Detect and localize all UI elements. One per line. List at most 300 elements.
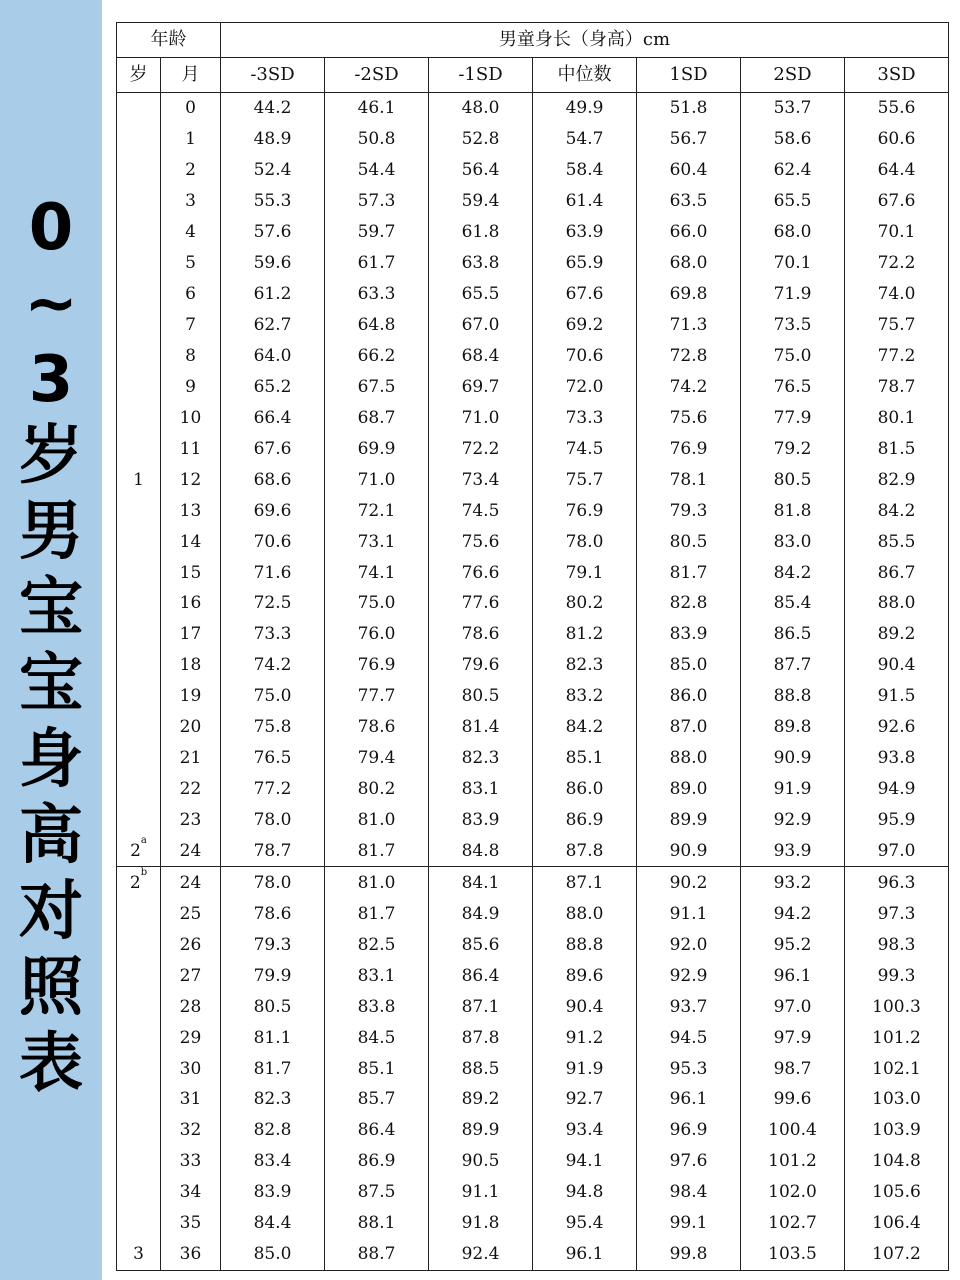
value-cell: 81.7	[325, 898, 429, 929]
value-cell: 72.0	[533, 371, 637, 402]
value-cell: 105.6	[845, 1177, 949, 1208]
table-row	[117, 248, 949, 279]
value-cell: 88.8	[741, 681, 845, 712]
value-cell: 81.0	[325, 805, 429, 836]
value-cell: 68.7	[325, 402, 429, 433]
value-cell: 73.5	[741, 310, 845, 341]
value-cell: 95.9	[845, 805, 949, 836]
value-cell: 79.1	[533, 557, 637, 588]
month-cell: 7	[161, 310, 221, 341]
value-cell: 88.0	[637, 743, 741, 774]
value-cell: 71.9	[741, 279, 845, 310]
month-cell: 36	[161, 1239, 221, 1270]
value-cell: 69.7	[429, 371, 533, 402]
value-cell: 83.0	[741, 526, 845, 557]
value-cell: 85.7	[325, 1084, 429, 1115]
value-cell: 91.9	[533, 1053, 637, 1084]
table-row	[117, 1053, 949, 1084]
value-cell: 99.3	[845, 960, 949, 991]
table-row	[117, 557, 949, 588]
value-cell: 66.4	[221, 402, 325, 433]
value-cell: 101.2	[741, 1146, 845, 1177]
value-cell: 89.6	[533, 960, 637, 991]
month-cell: 11	[161, 433, 221, 464]
value-cell: 81.0	[325, 867, 429, 898]
value-cell: 73.4	[429, 464, 533, 495]
value-cell: 87.8	[533, 836, 637, 867]
col-header: 2SD	[741, 58, 845, 93]
year-cell	[117, 341, 161, 372]
value-cell: 95.3	[637, 1053, 741, 1084]
value-cell: 58.6	[741, 124, 845, 155]
value-cell: 69.6	[221, 495, 325, 526]
value-cell: 93.2	[741, 867, 845, 898]
year-value: 2	[129, 872, 141, 893]
side-title-char: 身	[19, 723, 83, 797]
month-cell: 0	[161, 93, 221, 124]
value-cell: 69.2	[533, 310, 637, 341]
month-cell: 30	[161, 1053, 221, 1084]
value-cell: 78.7	[845, 371, 949, 402]
value-cell: 86.9	[325, 1146, 429, 1177]
value-cell: 75.0	[325, 588, 429, 619]
value-cell: 83.9	[637, 619, 741, 650]
value-cell: 76.9	[637, 433, 741, 464]
month-cell: 6	[161, 279, 221, 310]
value-cell: 89.2	[845, 619, 949, 650]
value-cell: 74.2	[637, 371, 741, 402]
month-cell: 33	[161, 1146, 221, 1177]
year-cell	[117, 1084, 161, 1115]
year-cell	[117, 217, 161, 248]
value-cell: 63.9	[533, 217, 637, 248]
year-cell	[117, 557, 161, 588]
year-cell	[117, 371, 161, 402]
value-cell: 48.0	[429, 93, 533, 124]
value-cell: 49.9	[533, 93, 637, 124]
value-cell: 75.6	[429, 526, 533, 557]
table-row	[117, 898, 949, 929]
value-cell: 94.8	[533, 1177, 637, 1208]
year-value: 1	[133, 469, 144, 490]
value-cell: 83.8	[325, 991, 429, 1022]
table-row	[117, 433, 949, 464]
value-cell: 103.9	[845, 1115, 949, 1146]
year-cell	[117, 464, 161, 495]
value-cell: 97.6	[637, 1146, 741, 1177]
value-cell: 92.7	[533, 1084, 637, 1115]
value-cell: 62.4	[741, 155, 845, 186]
table-row	[117, 495, 949, 526]
value-cell: 84.2	[533, 712, 637, 743]
year-cell	[117, 929, 161, 960]
value-cell: 80.1	[845, 402, 949, 433]
value-cell: 96.1	[533, 1239, 637, 1270]
table-row	[117, 93, 949, 124]
month-cell: 34	[161, 1177, 221, 1208]
value-cell: 71.3	[637, 310, 741, 341]
month-cell: 12	[161, 464, 221, 495]
value-cell: 56.7	[637, 124, 741, 155]
value-cell: 68.4	[429, 341, 533, 372]
value-cell: 57.6	[221, 217, 325, 248]
value-cell: 85.1	[533, 743, 637, 774]
value-cell: 91.1	[637, 898, 741, 929]
table-row	[117, 805, 949, 836]
table-row	[117, 1146, 949, 1177]
month-cell: 22	[161, 774, 221, 805]
value-cell: 67.6	[533, 279, 637, 310]
month-cell: 4	[161, 217, 221, 248]
value-cell: 72.5	[221, 588, 325, 619]
year-superscript: b	[140, 866, 148, 878]
value-cell: 72.8	[637, 341, 741, 372]
value-cell: 92.9	[637, 960, 741, 991]
value-cell: 65.2	[221, 371, 325, 402]
value-cell: 69.9	[325, 433, 429, 464]
table-row	[117, 464, 949, 495]
value-cell: 44.2	[221, 93, 325, 124]
value-cell: 86.4	[325, 1115, 429, 1146]
value-cell: 84.2	[741, 557, 845, 588]
value-cell: 64.4	[845, 155, 949, 186]
value-cell: 84.8	[429, 836, 533, 867]
value-cell: 74.5	[533, 433, 637, 464]
value-cell: 77.9	[741, 402, 845, 433]
table-row	[117, 402, 949, 433]
month-cell: 9	[161, 371, 221, 402]
value-cell: 55.3	[221, 186, 325, 217]
table-row	[117, 681, 949, 712]
month-cell: 20	[161, 712, 221, 743]
month-cell: 1	[161, 124, 221, 155]
value-cell: 61.4	[533, 186, 637, 217]
value-cell: 54.4	[325, 155, 429, 186]
value-cell: 103.5	[741, 1239, 845, 1270]
month-cell: 10	[161, 402, 221, 433]
value-cell: 102.7	[741, 1208, 845, 1239]
value-cell: 68.0	[741, 217, 845, 248]
value-cell: 106.4	[845, 1208, 949, 1239]
value-cell: 78.6	[221, 898, 325, 929]
value-cell: 86.7	[845, 557, 949, 588]
value-cell: 84.2	[845, 495, 949, 526]
side-banner	[0, 0, 102, 1280]
value-cell: 92.0	[637, 929, 741, 960]
value-cell: 76.5	[741, 371, 845, 402]
table-row	[117, 1239, 949, 1270]
side-title-char: 0	[28, 191, 74, 265]
value-cell: 97.9	[741, 1022, 845, 1053]
year-cell	[117, 898, 161, 929]
table-row	[117, 1084, 949, 1115]
month-cell: 14	[161, 526, 221, 557]
value-cell: 71.6	[221, 557, 325, 588]
col-header: -3SD	[221, 58, 325, 93]
value-cell: 80.5	[741, 464, 845, 495]
value-cell: 75.6	[637, 402, 741, 433]
value-cell: 78.0	[533, 526, 637, 557]
side-title-char: ~	[24, 267, 78, 341]
side-title-char: 照	[19, 951, 83, 1025]
value-cell: 83.9	[221, 1177, 325, 1208]
value-cell: 64.8	[325, 310, 429, 341]
value-cell: 79.2	[741, 433, 845, 464]
value-cell: 81.5	[845, 433, 949, 464]
year-cell	[117, 1177, 161, 1208]
side-title-char: 对	[19, 875, 83, 949]
year-cell	[117, 836, 161, 867]
col-header: 3SD	[845, 58, 949, 93]
value-cell: 92.9	[741, 805, 845, 836]
table-row	[117, 526, 949, 557]
value-cell: 56.4	[429, 155, 533, 186]
month-cell: 26	[161, 929, 221, 960]
year-value: 2	[130, 840, 141, 861]
table-row	[117, 960, 949, 991]
col-header: 1SD	[637, 58, 741, 93]
value-cell: 72.2	[429, 433, 533, 464]
year-cell	[117, 402, 161, 433]
month-cell: 35	[161, 1208, 221, 1239]
value-cell: 88.5	[429, 1053, 533, 1084]
month-cell: 23	[161, 805, 221, 836]
value-cell: 82.3	[221, 1084, 325, 1115]
value-cell: 53.7	[741, 93, 845, 124]
value-cell: 89.9	[429, 1115, 533, 1146]
year-cell	[117, 155, 161, 186]
value-cell: 76.5	[221, 743, 325, 774]
value-cell: 68.0	[637, 248, 741, 279]
value-cell: 84.5	[325, 1022, 429, 1053]
value-cell: 89.9	[637, 805, 741, 836]
side-title-char: 宝	[19, 571, 83, 645]
value-cell: 57.3	[325, 186, 429, 217]
value-cell: 100.4	[741, 1115, 845, 1146]
side-title-char: 宝	[19, 647, 83, 721]
value-cell: 83.4	[221, 1146, 325, 1177]
value-cell: 55.6	[845, 93, 949, 124]
year-cell	[117, 433, 161, 464]
value-cell: 91.2	[533, 1022, 637, 1053]
value-cell: 79.4	[325, 743, 429, 774]
value-cell: 84.9	[429, 898, 533, 929]
year-cell	[117, 588, 161, 619]
value-cell: 85.5	[845, 526, 949, 557]
value-cell: 67.6	[845, 186, 949, 217]
table-row	[117, 743, 949, 774]
value-cell: 74.1	[325, 557, 429, 588]
year-cell	[117, 1022, 161, 1053]
value-cell: 66.2	[325, 341, 429, 372]
side-title-char: 男	[19, 495, 83, 569]
value-cell: 102.0	[741, 1177, 845, 1208]
value-cell: 97.0	[845, 836, 949, 867]
value-cell: 83.1	[325, 960, 429, 991]
month-cell: 31	[161, 1084, 221, 1115]
value-cell: 87.5	[325, 1177, 429, 1208]
value-cell: 82.5	[325, 929, 429, 960]
table-row	[117, 619, 949, 650]
value-cell: 65.5	[741, 186, 845, 217]
value-cell: 74.2	[221, 650, 325, 681]
value-cell: 99.6	[741, 1084, 845, 1115]
value-cell: 86.5	[741, 619, 845, 650]
value-cell: 80.2	[325, 774, 429, 805]
value-cell: 107.2	[845, 1239, 949, 1270]
value-cell: 81.4	[429, 712, 533, 743]
value-cell: 77.6	[429, 588, 533, 619]
year-cell	[117, 248, 161, 279]
value-cell: 82.9	[845, 464, 949, 495]
value-cell: 66.0	[637, 217, 741, 248]
value-cell: 96.1	[637, 1084, 741, 1115]
value-cell: 92.6	[845, 712, 949, 743]
value-cell: 78.1	[637, 464, 741, 495]
value-cell: 73.1	[325, 526, 429, 557]
month-cell: 24	[161, 867, 221, 898]
value-cell: 75.7	[845, 310, 949, 341]
value-cell: 88.0	[845, 588, 949, 619]
value-cell: 75.8	[221, 712, 325, 743]
value-cell: 77.2	[221, 774, 325, 805]
age-header: 年龄	[117, 23, 221, 58]
value-cell: 72.1	[325, 495, 429, 526]
year-header: 岁	[117, 58, 161, 93]
value-cell: 95.2	[741, 929, 845, 960]
value-cell: 80.5	[429, 681, 533, 712]
height-table	[116, 22, 949, 1271]
value-cell: 88.0	[533, 898, 637, 929]
value-cell: 93.8	[845, 743, 949, 774]
month-cell: 18	[161, 650, 221, 681]
value-cell: 79.3	[637, 495, 741, 526]
value-cell: 59.7	[325, 217, 429, 248]
value-cell: 98.7	[741, 1053, 845, 1084]
value-cell: 93.7	[637, 991, 741, 1022]
value-cell: 78.0	[221, 867, 325, 898]
value-cell: 82.3	[429, 743, 533, 774]
side-title-char: 表	[19, 1027, 83, 1101]
value-cell: 89.8	[741, 712, 845, 743]
value-cell: 93.9	[741, 836, 845, 867]
value-cell: 79.3	[221, 929, 325, 960]
value-cell: 65.9	[533, 248, 637, 279]
value-cell: 69.8	[637, 279, 741, 310]
value-cell: 97.3	[845, 898, 949, 929]
month-cell: 17	[161, 619, 221, 650]
year-cell	[117, 124, 161, 155]
month-cell: 16	[161, 588, 221, 619]
table-row	[117, 867, 949, 898]
year-cell	[117, 619, 161, 650]
table-body	[117, 93, 949, 1271]
value-cell: 83.2	[533, 681, 637, 712]
value-cell: 91.5	[845, 681, 949, 712]
value-cell: 80.5	[637, 526, 741, 557]
value-cell: 48.9	[221, 124, 325, 155]
value-cell: 91.9	[741, 774, 845, 805]
value-cell: 75.7	[533, 464, 637, 495]
height-group-header: 男童身长（身高）cm	[221, 23, 949, 58]
value-cell: 78.7	[221, 836, 325, 867]
year-cell	[117, 867, 161, 898]
value-cell: 73.3	[221, 619, 325, 650]
year-cell	[117, 712, 161, 743]
value-cell: 71.0	[429, 402, 533, 433]
value-cell: 85.6	[429, 929, 533, 960]
value-cell: 61.7	[325, 248, 429, 279]
value-cell: 54.7	[533, 124, 637, 155]
value-cell: 86.9	[533, 805, 637, 836]
value-cell: 64.0	[221, 341, 325, 372]
value-cell: 90.4	[845, 650, 949, 681]
year-cell	[117, 1115, 161, 1146]
value-cell: 78.0	[221, 805, 325, 836]
table-row	[117, 1177, 949, 1208]
value-cell: 67.0	[429, 310, 533, 341]
value-cell: 98.3	[845, 929, 949, 960]
year-cell	[117, 960, 161, 991]
month-cell: 32	[161, 1115, 221, 1146]
table-row	[117, 155, 949, 186]
month-cell: 27	[161, 960, 221, 991]
value-cell: 72.2	[845, 248, 949, 279]
value-cell: 79.6	[429, 650, 533, 681]
table-row	[117, 929, 949, 960]
value-cell: 82.8	[637, 588, 741, 619]
value-cell: 90.9	[741, 743, 845, 774]
table-row	[117, 991, 949, 1022]
value-cell: 84.4	[221, 1208, 325, 1239]
year-superscript: a	[140, 834, 147, 846]
month-cell: 5	[161, 248, 221, 279]
value-cell: 79.9	[221, 960, 325, 991]
value-cell: 101.2	[845, 1022, 949, 1053]
value-cell: 93.4	[533, 1115, 637, 1146]
value-cell: 81.7	[325, 836, 429, 867]
month-cell: 28	[161, 991, 221, 1022]
month-cell: 24	[161, 836, 221, 867]
value-cell: 67.5	[325, 371, 429, 402]
value-cell: 86.4	[429, 960, 533, 991]
col-header: -2SD	[325, 58, 429, 93]
value-cell: 96.3	[845, 867, 949, 898]
year-value: 3	[133, 1244, 144, 1265]
month-cell: 13	[161, 495, 221, 526]
value-cell: 94.9	[845, 774, 949, 805]
value-cell: 80.5	[221, 991, 325, 1022]
year-cell	[117, 93, 161, 124]
value-cell: 73.3	[533, 402, 637, 433]
value-cell: 70.1	[845, 217, 949, 248]
value-cell: 76.0	[325, 619, 429, 650]
year-cell	[117, 1053, 161, 1084]
value-cell: 87.8	[429, 1022, 533, 1053]
month-cell: 29	[161, 1022, 221, 1053]
value-cell: 60.4	[637, 155, 741, 186]
value-cell: 91.8	[429, 1208, 533, 1239]
year-cell	[117, 526, 161, 557]
value-cell: 62.7	[221, 310, 325, 341]
value-cell: 89.2	[429, 1084, 533, 1115]
value-cell: 92.4	[429, 1239, 533, 1270]
value-cell: 75.0	[221, 681, 325, 712]
value-cell: 81.7	[221, 1053, 325, 1084]
table-row	[117, 836, 949, 867]
value-cell: 52.8	[429, 124, 533, 155]
year-cell	[117, 991, 161, 1022]
